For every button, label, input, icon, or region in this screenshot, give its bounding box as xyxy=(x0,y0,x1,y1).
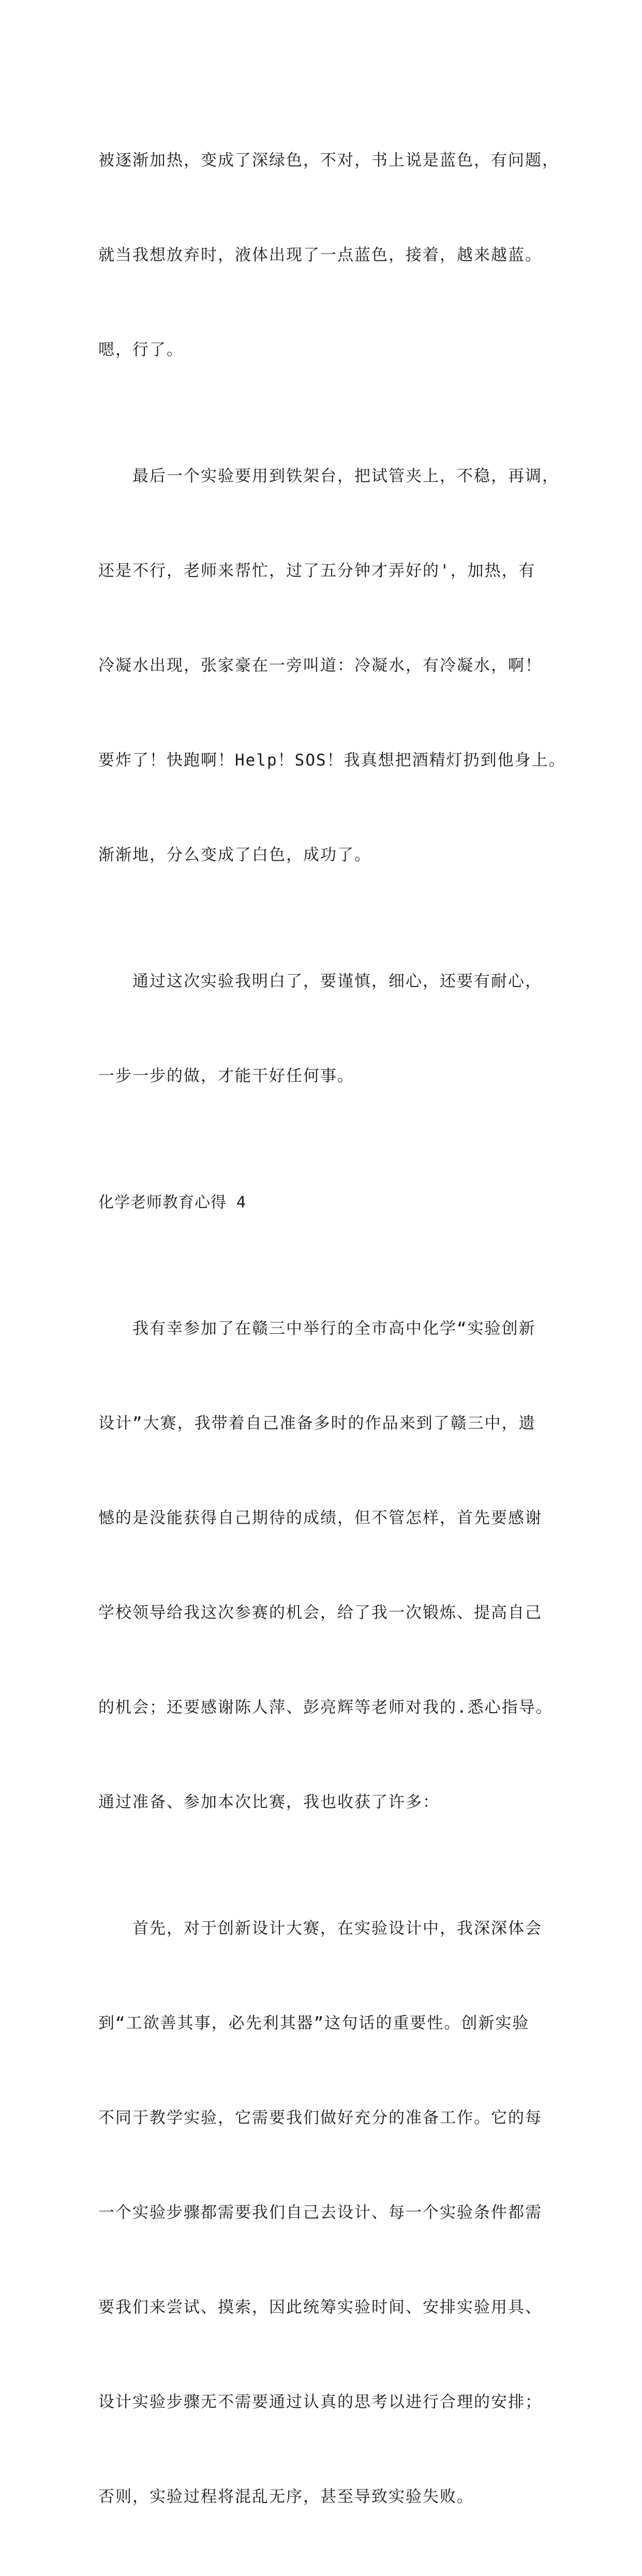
body-line: 不同于教学实验，它需要我们做好充分的准备工作。它的每 xyxy=(98,2109,542,2127)
body-line: 学校领导给我这次参赛的机会，给了我一次锻炼、提高自己 xyxy=(98,1603,542,1622)
body-line: 一个实验步骤都需要我们自己去设计、每一个实验条件都需 xyxy=(98,2203,542,2222)
body-line: 否则，实验过程将混乱无序，甚至导致实验失败。 xyxy=(98,2487,474,2506)
body-line: 冷凝水出现，张家豪在一旁叫道：冷凝水，有冷凝水，啊！ xyxy=(98,656,542,675)
body-line: 渐渐地，分么变成了白色，成功了。 xyxy=(98,846,371,864)
body-line: 设计”大赛，我带着自己准备多时的作品来到了赣三中，遗 xyxy=(98,1414,536,1433)
body-line: 的机会；还要感谢陈人萍、彭亮辉等老师对我的.悉心指导。 xyxy=(98,1698,553,1717)
body-line: 首先，对于创新设计大赛，在实验设计中，我深深体会 xyxy=(98,1919,542,1938)
body-line: 憾的是没能获得自己期待的成绩，但不管怎样，首先要感谢 xyxy=(98,1509,542,1527)
body-line: 设计实验步骤无不需要通过认真的思考以进行合理的安排； xyxy=(98,2393,542,2411)
body-line: 还是不行，老师来帮忙，过了五分钟才弄好的'，加热，有 xyxy=(98,562,536,580)
body-line: 要炸了！快跑啊！Help！SOS！我真想把酒精灯扔到他身上。 xyxy=(98,751,566,770)
body-line: 一步一步的做，才能干好任何事。 xyxy=(98,1067,354,1085)
body-line: 到“工欲善其事，必先利其器”这句话的重要性。创新实验 xyxy=(98,2014,530,2033)
body-line: 我有幸参加了在赣三中举行的全市高中化学“实验创新 xyxy=(98,1319,536,1338)
body-line: 最后一个实验要用到铁架台，把试管夹上，不稳，再调， xyxy=(98,467,559,485)
body-line: 通过准备、参加本次比赛，我也收获了许多： xyxy=(98,1793,440,1812)
body-line: 就当我想放弃时，液体出现了一点蓝色，接着，越来越蓝。 xyxy=(98,246,542,264)
section-heading: 化学老师教育心得 4 xyxy=(98,1194,247,1212)
document-body xyxy=(98,82,566,2576)
body-line: 嗯，行了。 xyxy=(98,341,184,359)
body-line: 通过这次实验我明白了，要谨慎，细心，还要有耐心， xyxy=(98,972,542,991)
body-line: 要我们来尝试、摸索，因此统筹实验时间、安排实验用具、 xyxy=(98,2298,542,2317)
body-line: 被逐渐加热，变成了深绿色，不对，书上说是蓝色，有问题， xyxy=(98,151,559,170)
